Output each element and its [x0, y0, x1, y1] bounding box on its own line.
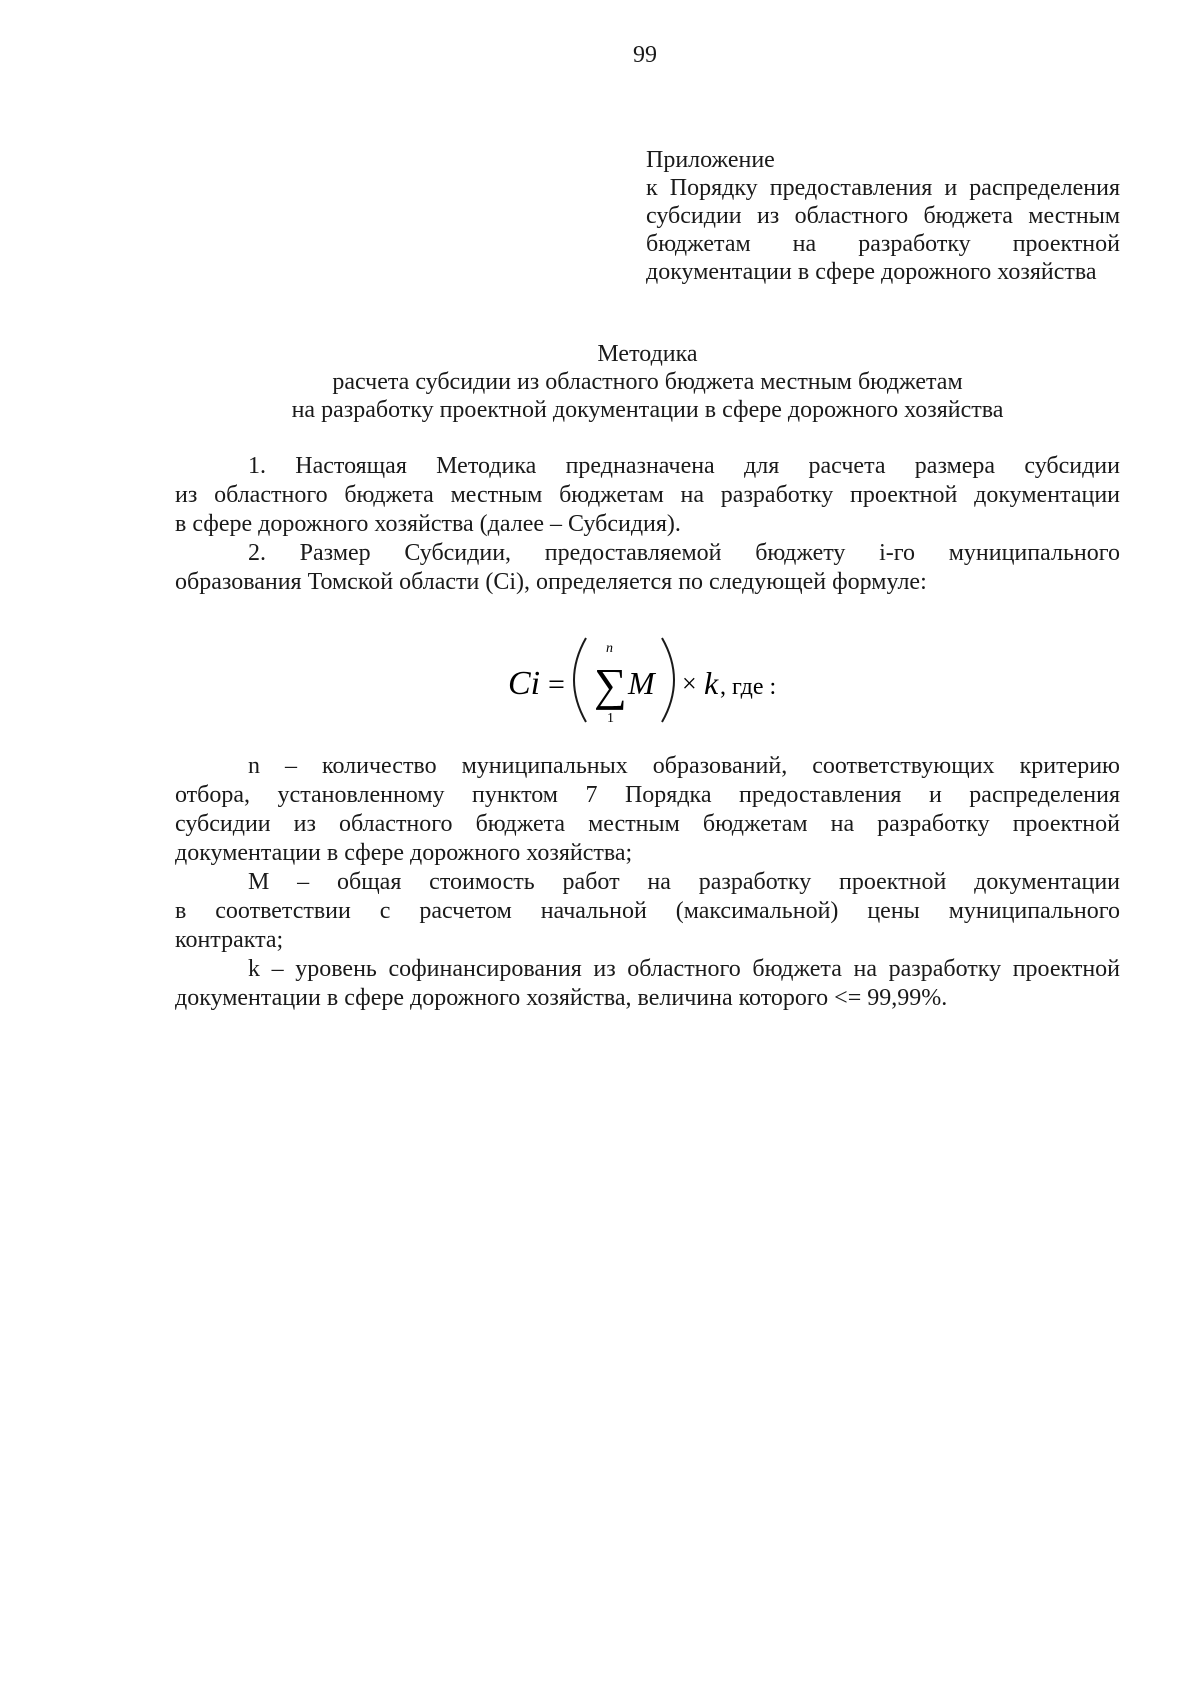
document-title	[175, 340, 1120, 424]
appendix-line: Приложение	[646, 147, 775, 173]
sum-lower-limit: 1	[607, 711, 614, 726]
paragraph-line: 2. Размер Субсидии, предоставляемой бюджету i-го муниципального	[248, 540, 1120, 566]
definition-m	[175, 868, 1120, 955]
appendix-block	[646, 146, 1120, 286]
definition-n	[175, 752, 1120, 868]
title-line: Методика	[597, 341, 698, 367]
right-paren	[662, 638, 674, 722]
paragraph-line: М – общая стоимость работ на разработку проектной документации	[248, 869, 1120, 895]
paragraph-1	[175, 452, 1120, 539]
formula-lhs: Ci	[508, 665, 541, 702]
paragraph-line: n – количество муниципальных образований, соответствующих критерию	[248, 753, 1120, 779]
subsidy-formula	[500, 630, 820, 730]
paragraph-line: контракта;	[175, 927, 284, 953]
appendix-line: документации в сфере дорожного хозяйства	[646, 259, 1097, 285]
paragraph-line: отбора, установленному пунктом 7 Порядка предоставления и распределения	[175, 782, 1120, 808]
appendix-line: бюджетам на разработку проектной	[646, 231, 1120, 257]
paragraph-line: 1. Настоящая Методика предназначена для расчета размера субсидии	[248, 453, 1120, 479]
page-number: 99	[633, 42, 657, 68]
paragraph-2	[175, 539, 1120, 597]
sum-symbol: ∑	[594, 659, 627, 710]
title-line: на разработку проектной документации в сфере дорожного хозяйства	[291, 397, 1004, 423]
appendix-line: субсидии из областного бюджета местным	[646, 203, 1120, 229]
appendix-line: к Порядку предоставления и распределения	[646, 175, 1120, 201]
paragraph-line: образования Томской области (Ci), определяется по следующей формуле:	[175, 569, 927, 595]
paragraph-line: в соответствии с расчетом начальной (максимальной) цены муниципального	[175, 898, 1120, 924]
formula-svg	[500, 630, 820, 730]
left-paren	[574, 638, 586, 722]
paragraph-line: из областного бюджета местным бюджетам на разработку проектной документации	[175, 482, 1120, 508]
title-line: расчета субсидии из областного бюджета местным бюджетам	[332, 369, 963, 395]
formula-times: ×	[682, 669, 697, 698]
sum-upper-limit: n	[606, 641, 613, 656]
formula-term-m: M	[628, 665, 655, 701]
paragraph-line: k – уровень софинансирования из областного бюджета на разработку проектной	[248, 956, 1120, 982]
formula-suffix: , где :	[720, 674, 777, 700]
formula-equals: =	[548, 668, 565, 701]
paragraph-line: документации в сфере дорожного хозяйства, величина которого <= 99,99%.	[175, 985, 948, 1011]
formula-factor-k: k	[704, 665, 719, 701]
definition-k	[175, 955, 1120, 1013]
paragraph-line: субсидии из областного бюджета местным бюджетам на разработку проектной	[175, 811, 1120, 837]
paragraph-line: в сфере дорожного хозяйства (далее – Субсидия).	[175, 511, 681, 537]
paragraph-line: документации в сфере дорожного хозяйства;	[175, 840, 633, 866]
